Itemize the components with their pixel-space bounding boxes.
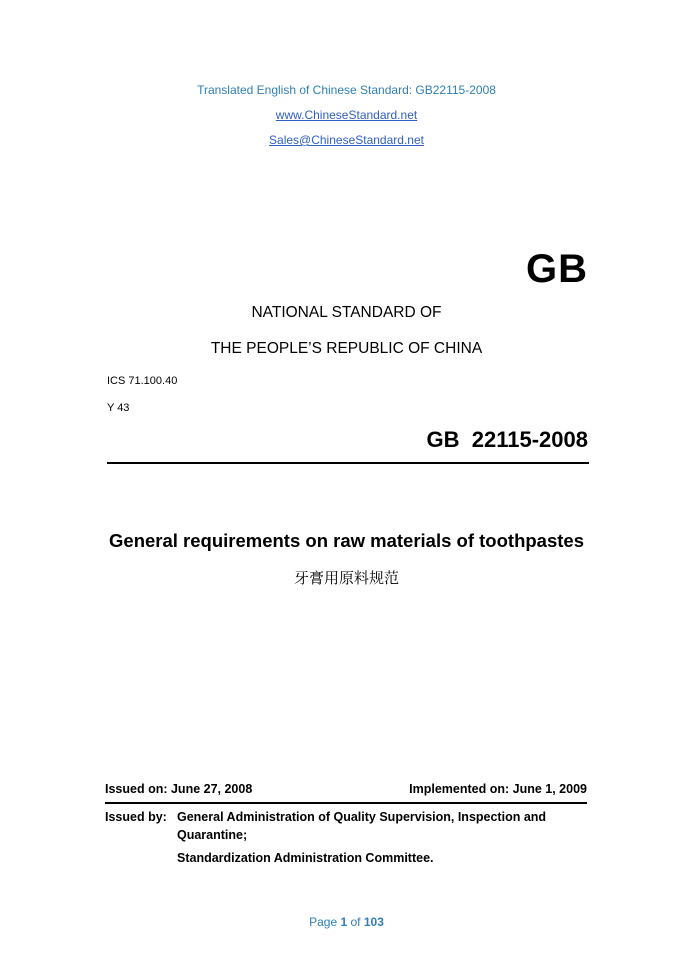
issuer-line3: Standardization Administration Committee. xyxy=(177,851,434,865)
issuer-line2: Quarantine; xyxy=(177,828,248,842)
page-total: 103 xyxy=(363,915,384,929)
email-link[interactable]: Sales@ChineseStandard.net xyxy=(269,133,424,147)
header-divider xyxy=(107,462,589,464)
translation-note: Translated English of Chinese Standard: GB22115-2008 xyxy=(197,83,496,97)
standard-number: GB 22115-2008 xyxy=(426,427,588,452)
issuer-line1: General Administration of Quality Supervision, Inspection and xyxy=(177,810,547,824)
gb-mark: GB xyxy=(526,247,588,291)
document-title: General requirements on raw materials of toothpastes xyxy=(109,530,584,551)
website-link[interactable]: www.ChineseStandard.net xyxy=(275,108,418,122)
page-word: Page xyxy=(309,915,338,929)
of-word: of xyxy=(350,915,361,929)
issued-on-date: Issued on: June 27, 2008 xyxy=(105,782,253,796)
page-current: 1 xyxy=(340,915,348,929)
classification-code: Y 43 xyxy=(107,402,130,414)
national-standard-line1: NATIONAL STANDARD OF xyxy=(251,304,442,321)
ics-code: ICS 71.100.40 xyxy=(107,375,178,387)
page-indicator xyxy=(0,915,693,929)
issued-by-label: Issued by: xyxy=(105,810,167,824)
dates-divider xyxy=(105,802,587,804)
national-standard-line2: THE PEOPLE’S REPUBLIC OF CHINA xyxy=(210,340,483,357)
document-title-chinese: 牙膏用原料规范 xyxy=(293,569,399,587)
implemented-on-date: Implemented on: June 1, 2009 xyxy=(409,782,587,796)
